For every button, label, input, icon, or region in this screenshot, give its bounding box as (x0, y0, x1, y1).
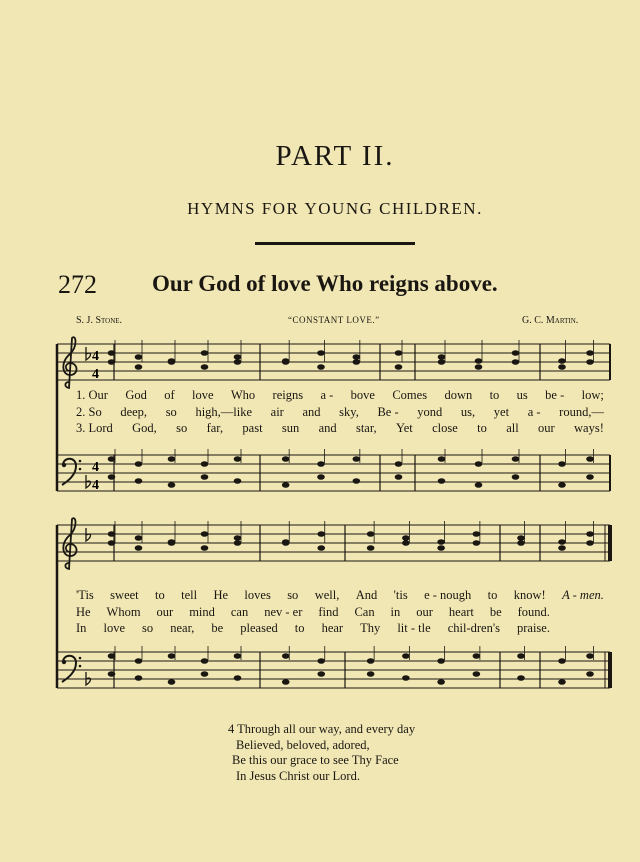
lyric-syllable: lit - tle (397, 621, 431, 635)
lyric-syllable: to (489, 388, 500, 402)
note-head (168, 653, 176, 659)
note-head (395, 461, 403, 467)
note-head (558, 545, 566, 551)
lyric-syllable: Whom (106, 605, 141, 619)
lyric-syllable: close (432, 421, 458, 435)
note-head (395, 350, 403, 356)
note-head (437, 658, 445, 664)
note-head (558, 358, 566, 364)
lyric-syllable: us (516, 388, 528, 402)
note-head (282, 540, 290, 546)
note-head (201, 671, 209, 677)
bass-clef-icon (79, 468, 82, 471)
note-head (395, 364, 403, 370)
flat-key-signature-icon (86, 672, 91, 685)
hymn-title: Our God of love Who reigns above. (152, 271, 498, 296)
note-head (234, 675, 242, 681)
note-head (135, 364, 143, 370)
flat-key-signature-icon (86, 347, 91, 360)
note-head (395, 474, 403, 480)
lyric-syllable: praise. (516, 621, 550, 635)
lyric-syllable: be - (545, 388, 565, 402)
lyric-syllable: so (142, 621, 154, 635)
lyric-syllable: nev - er (264, 605, 303, 619)
note-head (168, 482, 176, 488)
note-head (135, 535, 143, 541)
bass-clef-icon (62, 459, 76, 485)
note-head (234, 354, 242, 360)
note-head (402, 535, 410, 541)
note-head (317, 461, 325, 467)
note-head (353, 478, 361, 484)
lyric-syllable: Be - (377, 405, 399, 419)
lyric-syllable: mind (189, 605, 215, 619)
hymn-number: 272 (58, 270, 97, 299)
composer-credit: G. C. Martin. (522, 315, 579, 326)
note-head (168, 456, 176, 462)
lyric-syllable: 2. So (76, 405, 102, 419)
note-head (234, 456, 242, 462)
note-head (201, 350, 209, 356)
note-head (402, 540, 410, 546)
note-head (168, 679, 176, 685)
lyric-syllable: round,— (559, 405, 604, 419)
lyric-syllable: past (242, 421, 263, 435)
lyric-syllable: love (191, 388, 214, 402)
lyric-syllable: pleased (240, 621, 278, 635)
lyric-syllable: Comes (392, 388, 428, 402)
note-head (367, 671, 375, 677)
lyric-syllable: in (390, 605, 401, 619)
note-head (558, 482, 566, 488)
note-head (517, 535, 525, 541)
note-head (108, 653, 116, 659)
note-head (234, 535, 242, 541)
note-head (558, 364, 566, 370)
lyric-syllable: reigns (272, 388, 304, 402)
lyric-syllable: find (318, 605, 339, 619)
lyric-syllable: and (302, 405, 321, 419)
lyric-syllable: a - (527, 405, 541, 419)
lyric-syllable: loves (244, 588, 271, 602)
lyric-syllable: chil-dren's (447, 621, 500, 635)
lyric-syllable: And (355, 588, 378, 602)
note-head (108, 540, 116, 546)
note-head (234, 653, 242, 659)
lyric-syllable: sun (281, 421, 300, 435)
lyric-syllable: hear (321, 621, 344, 635)
lyric-syllable: 'Tis (76, 588, 94, 602)
note-head (512, 456, 520, 462)
note-head (586, 540, 594, 546)
note-head (135, 354, 143, 360)
note-head (586, 474, 594, 480)
lyric-syllable: A - men. (562, 588, 604, 602)
part-heading: PART II. (275, 140, 395, 172)
note-head (558, 461, 566, 467)
note-head (558, 539, 566, 545)
section-heading: HYMNS FOR YOUNG CHILDREN. (187, 199, 483, 218)
lyric-syllable: star, (355, 421, 377, 435)
note-head (353, 359, 361, 365)
lyric-syllable: so (176, 421, 188, 435)
note-head (475, 358, 483, 364)
note-head (473, 540, 481, 546)
note-head (473, 531, 481, 537)
note-head (317, 364, 325, 370)
lyric-syllable: He (76, 605, 91, 619)
lyric-syllable: near, (170, 621, 195, 635)
note-head (517, 675, 525, 681)
note-head (586, 456, 594, 462)
note-head (402, 675, 410, 681)
lyric-syllable: 3. Lord (76, 421, 113, 435)
note-head (201, 531, 209, 537)
lyric-syllable: far, (206, 421, 224, 435)
note-head (108, 474, 116, 480)
note-head (108, 350, 116, 356)
note-head (201, 474, 209, 480)
note-head (586, 671, 594, 677)
lyric-syllable: ways! (574, 421, 604, 435)
note-head (475, 461, 483, 467)
lyric-syllable: can (230, 605, 249, 619)
stanza-line: Believed, beloved, adored, (236, 737, 370, 752)
flat-key-signature-icon (86, 475, 91, 488)
lyric-syllable: to (294, 621, 305, 635)
lyric-syllable: low; (581, 388, 604, 402)
note-head (201, 545, 209, 551)
note-head (367, 658, 375, 664)
lyric-syllable: to (477, 421, 487, 435)
note-head (437, 539, 445, 545)
bass-clef-icon (79, 657, 82, 660)
note-head (108, 531, 116, 537)
author-credit: S. J. Stone. (76, 315, 123, 326)
note-head (586, 350, 594, 356)
lyric-syllable: He (213, 588, 229, 602)
note-head (353, 456, 361, 462)
lyric-line (76, 588, 604, 603)
lyric-syllable: know! (513, 588, 546, 602)
note-head (317, 671, 325, 677)
note-head (558, 679, 566, 685)
note-head (201, 461, 209, 467)
lyric-syllable: Who (230, 388, 256, 402)
note-head (282, 456, 290, 462)
bass-clef-icon (62, 463, 66, 467)
lyric-syllable: found. (517, 605, 550, 619)
lyric-syllable: sky, (339, 405, 359, 419)
note-head (317, 545, 325, 551)
note-head (201, 658, 209, 664)
lyric-syllable: e - nough (424, 588, 472, 602)
note-head (586, 531, 594, 537)
note-head (367, 545, 375, 551)
note-head (438, 478, 446, 484)
note-head (282, 653, 290, 659)
lyric-syllable: love (103, 621, 125, 635)
note-head (367, 531, 375, 537)
note-head (517, 540, 525, 546)
note-head (108, 671, 116, 677)
note-head (201, 364, 209, 370)
note-head (438, 359, 446, 365)
bass-clef-icon (62, 660, 66, 664)
note-head (437, 545, 445, 551)
time-signature-top: 4 (92, 349, 99, 364)
lyric-syllable: sweet (110, 588, 139, 602)
note-head (282, 679, 290, 685)
lyric-syllable: Can (354, 605, 375, 619)
lyric-syllable: Yet (395, 421, 413, 435)
bass-clef-icon (79, 460, 82, 463)
note-head (135, 461, 143, 467)
time-signature-bottom: 4 (92, 478, 99, 493)
stanza-line: 4 Through all our way, and every day (228, 722, 416, 736)
note-head (135, 545, 143, 551)
lyric-syllable: yet (493, 405, 510, 419)
lyric-syllable: so (165, 405, 177, 419)
note-head (168, 540, 176, 546)
note-head (438, 456, 446, 462)
note-head (135, 658, 143, 664)
lyric-syllable: our (538, 421, 555, 435)
note-head (317, 350, 325, 356)
lyric-syllable: to (155, 588, 165, 602)
note-head (108, 359, 116, 365)
note-head (586, 359, 594, 365)
note-head (586, 653, 594, 659)
note-head (512, 350, 520, 356)
note-head (473, 653, 481, 659)
note-head (558, 658, 566, 664)
note-head (168, 359, 176, 365)
lyric-syllable: high,—like (195, 405, 253, 419)
lyric-syllable: deep, (120, 405, 148, 419)
lyric-syllable: be (489, 605, 502, 619)
lyric-syllable: well, (314, 588, 340, 602)
note-head (234, 359, 242, 365)
note-head (517, 653, 525, 659)
lyric-syllable: us, (460, 405, 476, 419)
lyric-syllable: down (444, 388, 473, 402)
lyric-syllable: bove (350, 388, 375, 402)
note-head (438, 354, 446, 360)
note-head (282, 359, 290, 365)
note-head (475, 482, 483, 488)
lyric-syllable: 1. Our (76, 388, 108, 402)
lyric-syllable: God, (132, 421, 157, 435)
note-head (473, 671, 481, 677)
lyric-syllable: Thy (360, 621, 381, 635)
note-head (317, 531, 325, 537)
note-head (512, 359, 520, 365)
bass-clef-icon (62, 656, 76, 682)
lyric-syllable: so (287, 588, 299, 602)
note-head (135, 478, 143, 484)
time-signature-top: 4 (92, 460, 99, 475)
time-signature-bottom: 4 (92, 367, 99, 382)
lyric-syllable: our (416, 605, 433, 619)
lyric-syllable: air (270, 405, 284, 419)
lyric-syllable: of (164, 388, 175, 402)
note-head (437, 679, 445, 685)
note-head (475, 364, 483, 370)
note-head (353, 354, 361, 360)
note-head (512, 474, 520, 480)
note-head (108, 456, 116, 462)
lyric-syllable: tell (181, 588, 198, 602)
lyric-syllable: all (506, 421, 519, 435)
note-head (402, 653, 410, 659)
note-head (234, 478, 242, 484)
lyric-syllable: to (487, 588, 498, 602)
note-head (317, 474, 325, 480)
lyric-syllable: our (156, 605, 174, 619)
lyric-line (76, 605, 550, 620)
lyric-syllable: and (318, 421, 337, 435)
lyric-syllable: 'tis (393, 588, 408, 602)
lyric-syllable: be (211, 621, 224, 635)
note-head (234, 540, 242, 546)
lyric-syllable: heart (448, 605, 474, 619)
stanza-4 (228, 722, 415, 784)
lyric-syllable: In (76, 621, 87, 635)
lyric-syllable: God (125, 388, 147, 402)
lyric-line (76, 405, 604, 420)
stanza-line: In Jesus Christ our Lord. (236, 768, 360, 783)
lyric-syllable: yond (417, 405, 443, 419)
note-head (135, 675, 143, 681)
lyric-syllable: a - (320, 388, 334, 402)
flat-key-signature-icon (86, 528, 91, 541)
note-head (317, 658, 325, 664)
bass-clef-icon (79, 665, 82, 668)
lyric-line (76, 388, 604, 403)
lyric-line (76, 621, 550, 636)
stanza-line: Be this our grace to see Thy Face (232, 753, 399, 767)
note-head (282, 482, 290, 488)
lyric-line (76, 421, 604, 436)
tune-name: “CONSTANT LOVE.” (288, 315, 380, 325)
